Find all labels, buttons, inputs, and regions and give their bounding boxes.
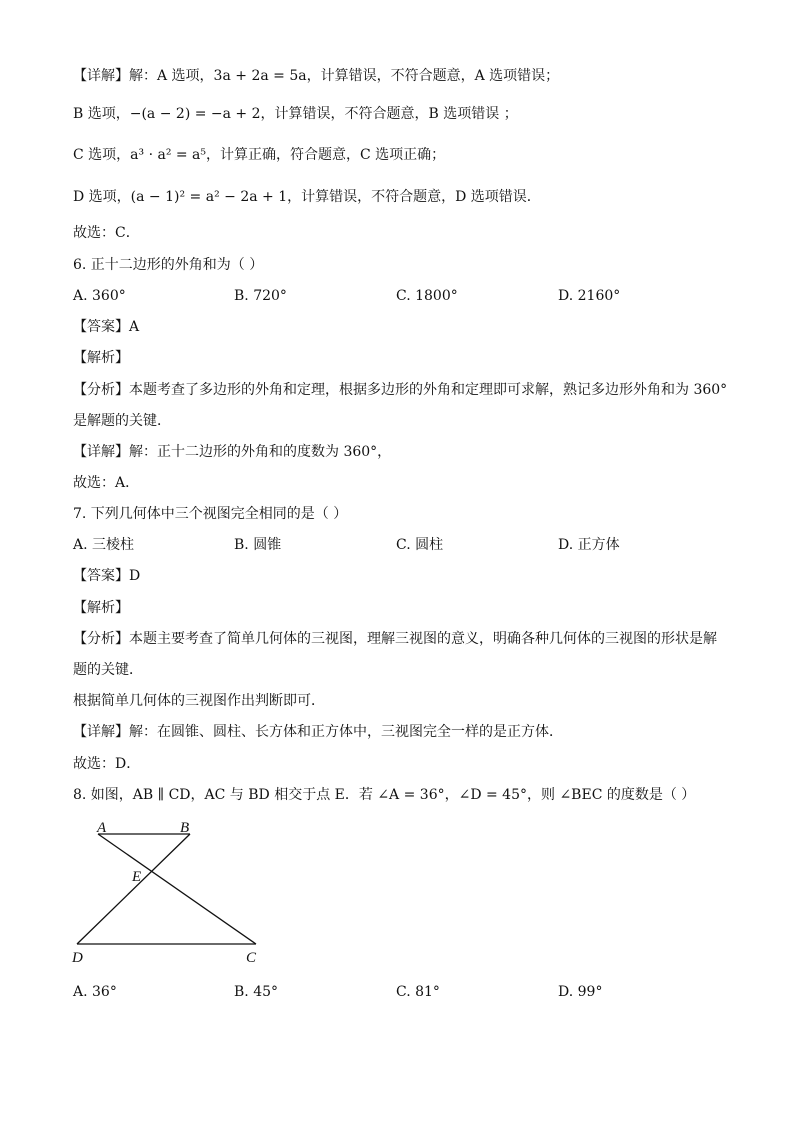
question-stem: 6. 正十二边形的外角和为（ ） [73, 257, 264, 273]
point-label-a: A [97, 820, 107, 836]
answer-line: 【答案】A [73, 319, 140, 335]
option-b: B. 720° [234, 288, 287, 304]
text-line: 【详解】解：A 选项，3a + 2a = 5a，计算错误，不符合题意，A 选项错误； [73, 68, 560, 84]
analysis-text: 题的关键． [73, 662, 143, 678]
analysis-text: 【分析】本题考查了多边形的外角和定理，根据多边形的外角和定理即可求解，熟记多边形外角和为 360° [73, 382, 728, 398]
point-label-b: B [180, 820, 190, 836]
analysis-text: 【分析】本题主要考查了简单几何体的三视图，理解三视图的意义，明确各种几何体的三视图的形状是解 [73, 631, 717, 647]
analysis-heading: 【解析】 [73, 600, 129, 616]
question-stem: 7. 下列几何体中三个视图完全相同的是（ ） [73, 506, 348, 522]
text-line: C 选项，a³ · a² = a⁵，计算正确，符合题意，C 选项正确； [73, 147, 446, 163]
option-c: C. 1800° [396, 288, 458, 304]
conclusion-text: 故选：A． [73, 475, 140, 491]
text-line: D 选项，(a − 1)² = a² − 2a + 1，计算错误，不符合题意，D 选项错误． [73, 189, 541, 205]
conclusion-text: 故选：D． [73, 756, 141, 772]
segment-bd [77, 834, 190, 944]
point-label-d: D [72, 950, 83, 966]
option-c: C. 81° [396, 984, 440, 1000]
point-label-c: C [246, 950, 257, 966]
option-d: D. 2160° [558, 288, 621, 304]
option-b: B. 圆锥 [234, 537, 282, 553]
text-line: B 选项，−(a − 2) = −a + 2，计算错误，不符合题意，B 选项错误 ； [73, 106, 518, 122]
option-a: A. 36° [73, 984, 117, 1000]
question-stem: 8. 如图，AB ∥ CD，AC 与 BD 相交于点 E．若 ∠A = 36°，∠D = 45°，则 ∠BEC 的度数是（ ） [73, 787, 696, 803]
option-a: A. 360° [73, 288, 126, 304]
option-a: A. 三棱柱 [73, 537, 135, 553]
segment-ac [98, 834, 256, 944]
option-d: D. 99° [558, 984, 603, 1000]
geometry-figure [68, 818, 288, 968]
option-b: B. 45° [234, 984, 279, 1000]
text-line: 故选：C． [73, 225, 140, 241]
analysis-text: 是解题的关键． [73, 413, 171, 429]
answer-line: 【答案】D [73, 568, 141, 584]
option-c: C. 圆柱 [396, 537, 444, 553]
point-label-e: E [132, 869, 142, 885]
analysis-text: 根据简单几何体的三视图作出判断即可． [73, 693, 325, 709]
detail-text: 【详解】解：正十二边形的外角和的度数为 360°， [73, 444, 392, 460]
detail-text: 【详解】解：在圆锥、圆柱、长方体和正方体中，三视图完全一样的是正方体． [73, 724, 563, 740]
analysis-heading: 【解析】 [73, 350, 129, 366]
option-d: D. 正方体 [558, 537, 620, 553]
